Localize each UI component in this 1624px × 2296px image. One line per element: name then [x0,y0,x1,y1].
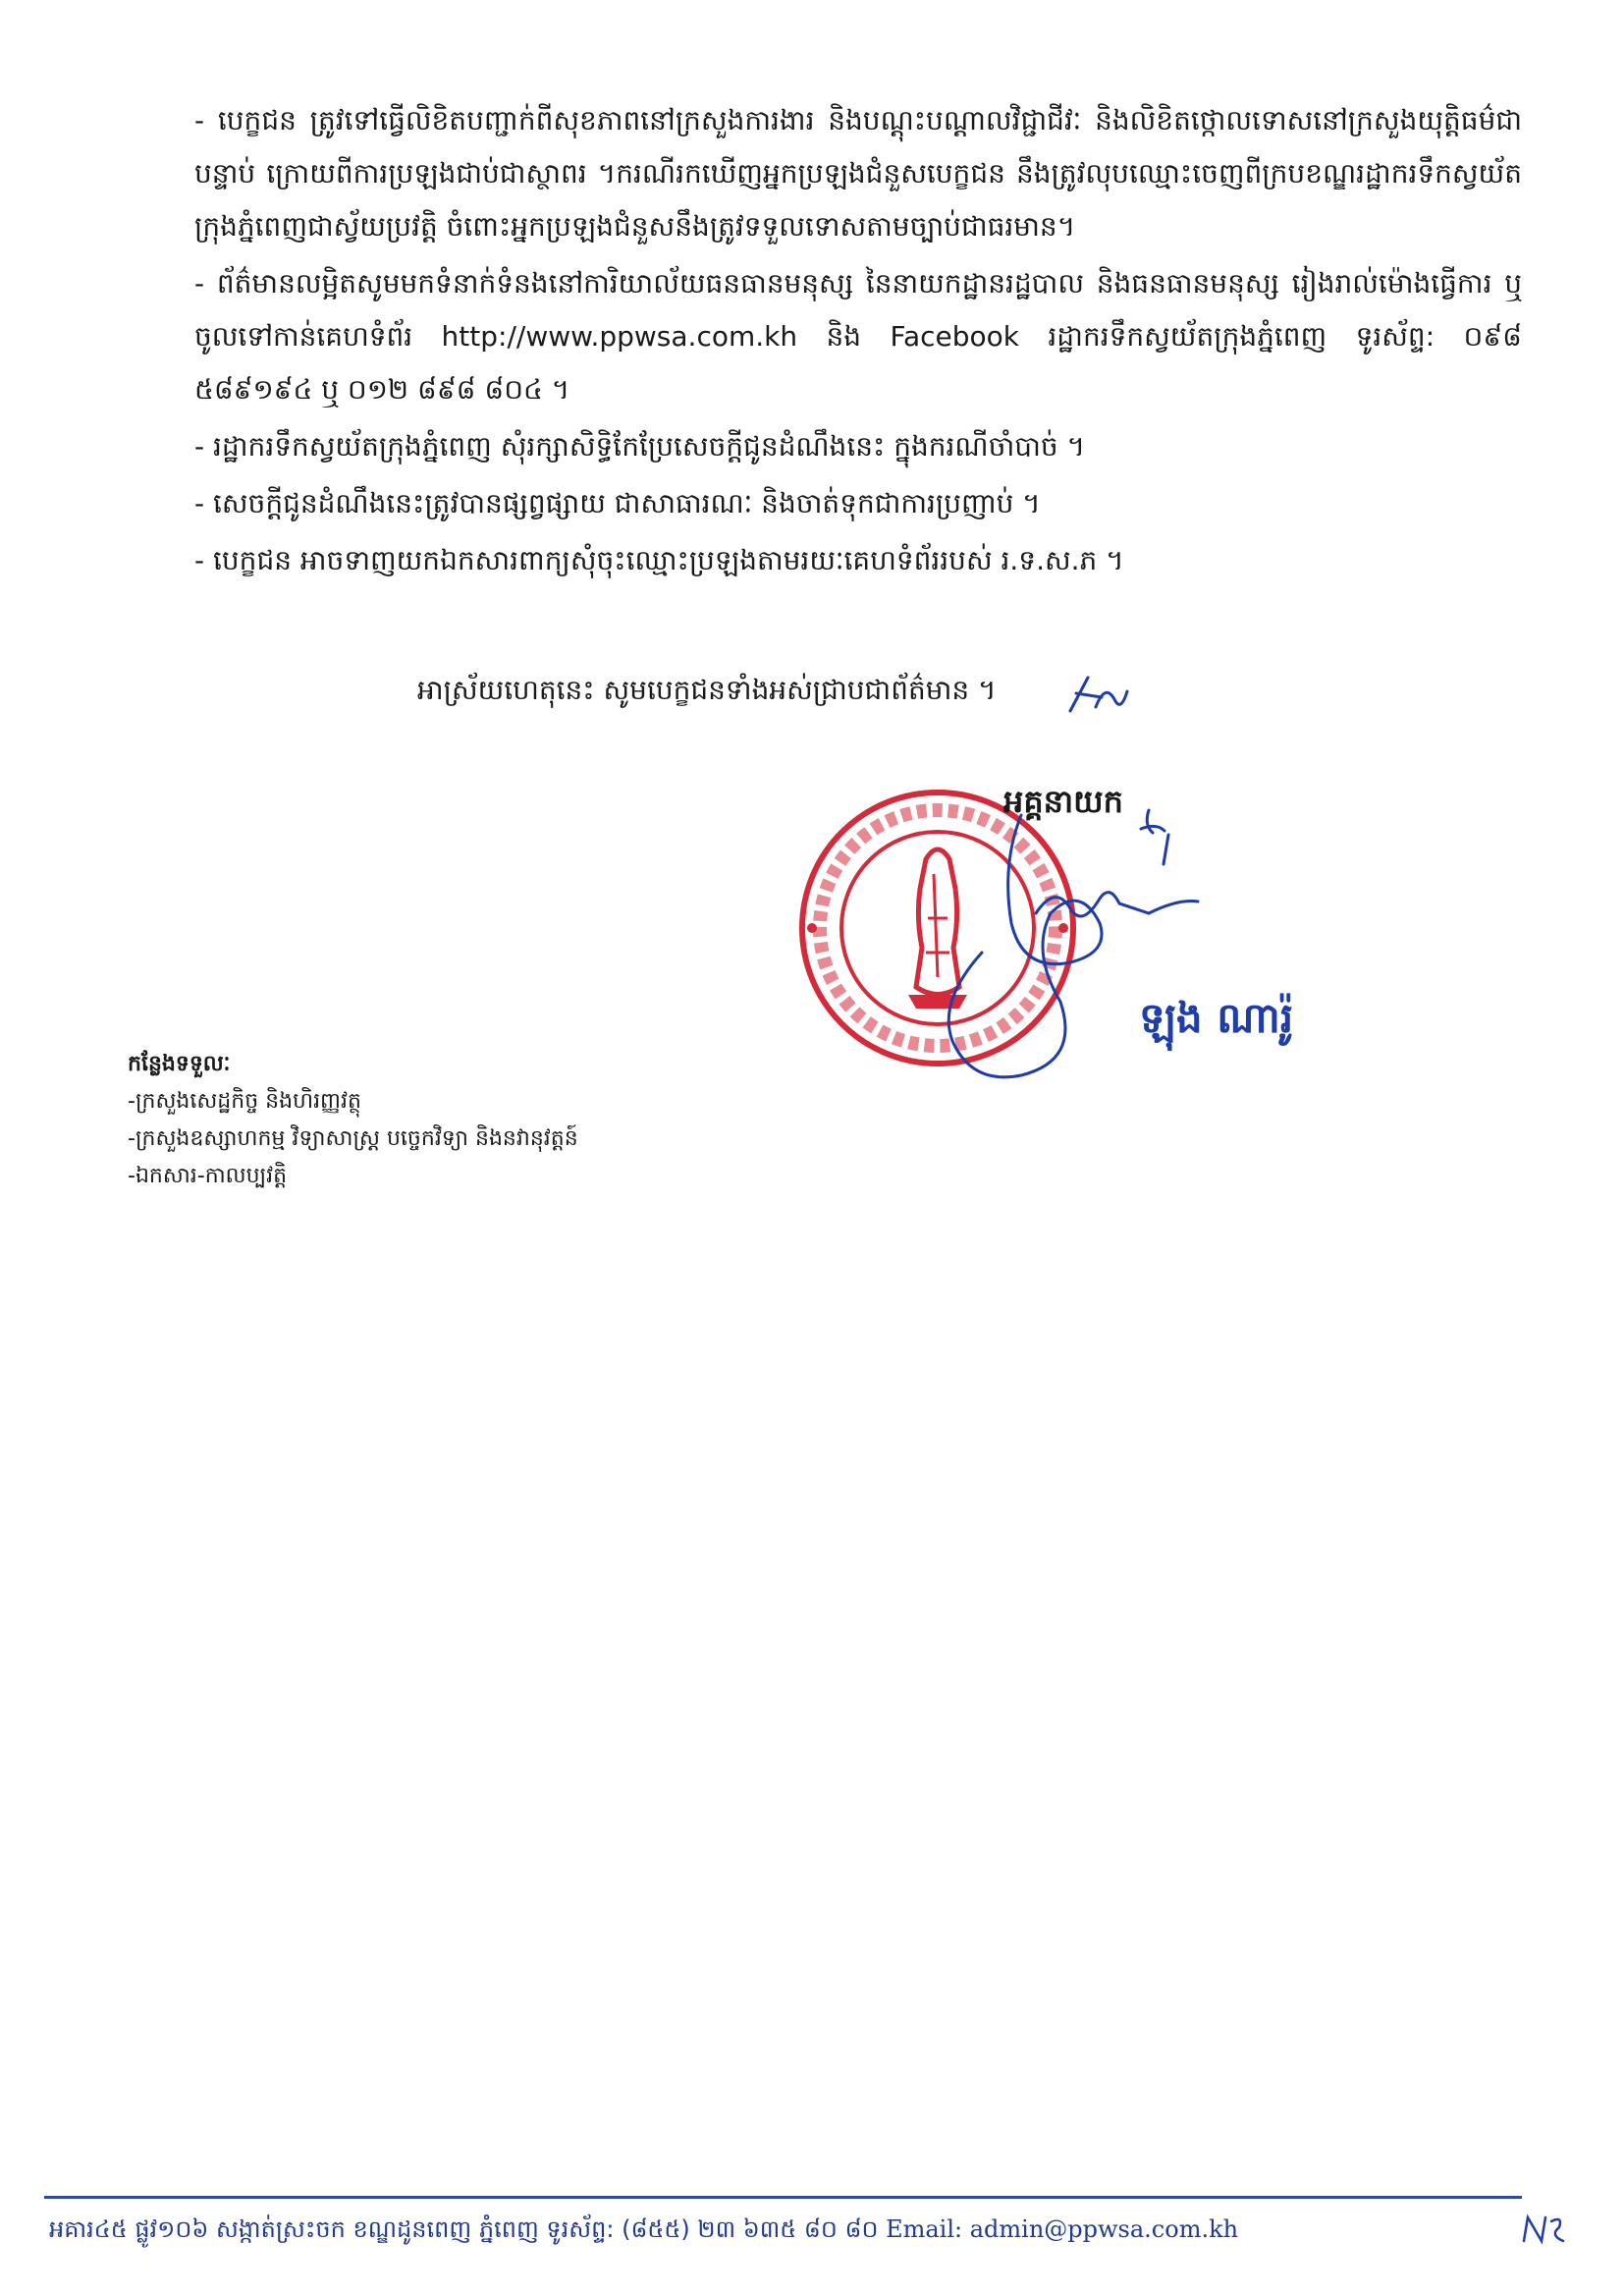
notice-bullet-list [167,94,1522,591]
bullet-item: - បេក្ខជន ត្រូវទៅធ្វើលិខិតបញ្ជាក់ពីសុខភាពនៅក្រសួងការងារ និងបណ្តុះបណ្តាលវិជ្ជាជីវៈ និងលិខិតថ្កោលទោសនៅក្រសួងយុត្តិធម៌ជាបន្ទាប់ ក្រោយពីការប្រឡងជាប់ជាស្ថាពរ ។ករណីរកឃើញអ្នកប្រឡងជំនួសបេក្ខជន នឹងត្រូវលុបឈ្មោះចេញពីក្របខណ្ឌរដ្ឋាករទឹកស្វយ័តក្រុងភ្នំពេញជាស្វ័យប្រវត្តិ ចំពោះអ្នកប្រឡងជំនួសនឹងត្រូវទទួលទោសតាមច្បាប់ជាធរមាន។ [194,104,1522,243]
signer-name: ឡុង ណារ៉ូ [1139,994,1294,1042]
footer-address: អគារ៤៥ ផ្លូវ១០៦ សង្កាត់ស្រះចក ខណ្ឌដូនពេញ ភ្នំពេញ ទូរស័ព្ទ: (៨៥៥) ២៣ ៦៣៥ ៨០ ៨០ [49,2215,887,2243]
recipients-title: កន្លែងទទួលៈ [128,1052,231,1076]
initial-mark-icon [1062,672,1131,721]
page-initial-mark-icon [1520,2212,1569,2247]
footer-divider [44,2196,1522,2199]
signature-block [776,766,1384,1100]
bullet-item: - រដ្ឋាករទឹកស្វយ័តក្រុងភ្នំពេញ សុំរក្សាសិទ្ធិកែប្រែសេចក្តីជូនដំណឹងនេះ ក្នុងករណីចាំបាច់ ។ [194,430,1086,463]
recipients-section [128,1046,578,1195]
footer [49,2208,1522,2251]
bullet-item: - ព័ត៌មានលម្អិតសូមមកទំនាក់ទំនងនៅការិយាល័យធនធានមនុស្ស នៃនាយកដ្ឋានរដ្ឋបាល និងធនធានមនុស្ស រៀងរាល់ម៉ោងធ្វើការ ឬចូលទៅកាន់គេហទំព័រ http://www.ppwsa.com.kh និង Facebook រដ្ឋាករទឹកស្វយ័តក្រុងភ្នំពេញ ទូរស័ព្ទ: ០៩៨ ៥៨៩១៩៤ ឬ ០១២ ៨៩៨ ៨០៤ ។ [194,267,1522,406]
bullet-item: - បេក្ខជន អាចទាញយកឯកសារពាក្យសុំចុះឈ្មោះប្រឡងតាមរយៈគេហទំព័ររបស់ រ.ទ.ស.ភ ។ [194,544,1124,576]
director-title: អគ្គនាយក [1003,783,1123,820]
recipient-item: -ក្រសួងសេដ្ឋកិច្ច និងហិរញ្ញវត្ថុ [128,1089,361,1114]
recipient-item: -ក្រសួងឧស្សាហកម្ម វិទ្យាសាស្ត្រ បច្ចេកវិទ្យា និងនវានុវត្តន៍ [128,1126,578,1151]
footer-email: Email: admin@ppwsa.com.kh [886,2215,1239,2243]
recipient-item: -ឯកសារ-កាលប្បវត្តិ [128,1164,288,1188]
bullet-item: - សេចក្តីជូនដំណឹងនេះត្រូវបានផ្សព្វផ្សាយ ជាសាធារណៈ និងចាត់ទុកជាការប្រញាប់ ។ [194,487,1041,519]
closing-statement: អាស្រ័យហេតុនេះ សូមបេក្ខជនទាំងអស់ជ្រាបជាព័ត៌មាន ។ [417,674,997,706]
